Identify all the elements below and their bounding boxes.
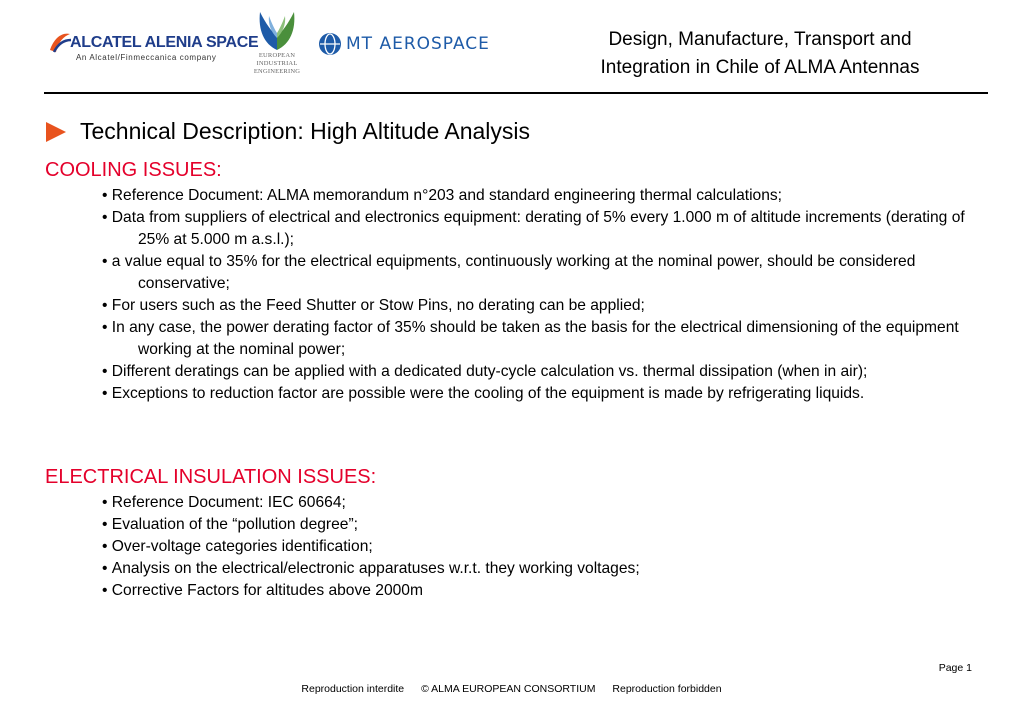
cooling-issues-list	[102, 185, 982, 405]
list-item: • Analysis on the electrical/electronic apparatuses w.r.t. they working voltages;	[102, 560, 640, 577]
document-title-line-2: Integration in Chile of ALMA Antennas	[600, 57, 920, 78]
alcatel-logo-subtitle: An Alcatel/Finmeccanica company	[76, 53, 217, 62]
list-item: • Data from suppliers of electrical and electronics equipment: derating of 5% every 1.000 m of altitude increments (derating of 25% at 5.000 m a.s.l.);	[102, 209, 965, 248]
european-industrial-engineering-logo	[250, 8, 304, 86]
list-item: • In any case, the power derating factor of 35% should be taken as the basis for the electrical dimensioning of the equipment working at the nominal power;	[102, 319, 959, 358]
list-item: • a value equal to 35% for the electrical equipments, continuously working at the nominal power, should be considered conservative;	[102, 253, 916, 292]
document-title	[540, 26, 980, 82]
eie-logo-text: EUROPEAN INDUSTRIAL ENGINEERING	[253, 52, 301, 75]
electrical-insulation-heading: ELECTRICAL INSULATION ISSUES:	[45, 466, 377, 488]
list-item: • Over-voltage categories identification;	[102, 538, 373, 555]
page-number: Page 1	[938, 662, 972, 674]
list-item: • Reference Document: IEC 60664;	[102, 494, 346, 511]
eie-wings-icon	[254, 8, 300, 52]
footer-right: Reproduction forbidden	[612, 683, 722, 695]
list-item: • Exceptions to reduction factor are possible were the cooling of the equipment is made by refrigerating liquids.	[102, 385, 865, 402]
alcatel-logo-name: ALCATEL ALENIA SPACE	[70, 34, 259, 51]
section-title	[46, 118, 530, 145]
document-title-line-1: Design, Manufacture, Transport and	[608, 29, 912, 50]
mt-aerospace-logo	[318, 32, 523, 58]
cooling-issues-heading: COOLING ISSUES:	[45, 159, 222, 181]
list-item: • Reference Document: ALMA memorandum n°203 and standard engineering thermal calculations;	[102, 187, 783, 204]
mt-globe-icon	[318, 32, 342, 56]
header-divider	[44, 92, 988, 94]
electrical-insulation-list	[102, 492, 982, 602]
section-title-text: Technical Description: High Altitude Analysis	[80, 118, 531, 144]
list-item: • Different deratings can be applied with a dedicated duty-cycle calculation vs. thermal dissipation (when in air);	[102, 363, 868, 380]
list-item: • Corrective Factors for altitudes above 2000m	[102, 582, 423, 599]
footer-left: Reproduction interdite	[301, 683, 405, 695]
arrow-right-icon	[46, 122, 66, 142]
list-item: • Evaluation of the “pollution degree”;	[102, 516, 358, 533]
alcatel-alenia-space-logo	[46, 26, 259, 70]
footer	[0, 683, 1023, 695]
mt-aerospace-name: MT AEROSPACE	[346, 34, 490, 54]
list-item: • For users such as the Feed Shutter or Stow Pins, no derating can be applied;	[102, 297, 645, 314]
footer-center: © ALMA EUROPEAN CONSORTIUM	[421, 683, 596, 695]
